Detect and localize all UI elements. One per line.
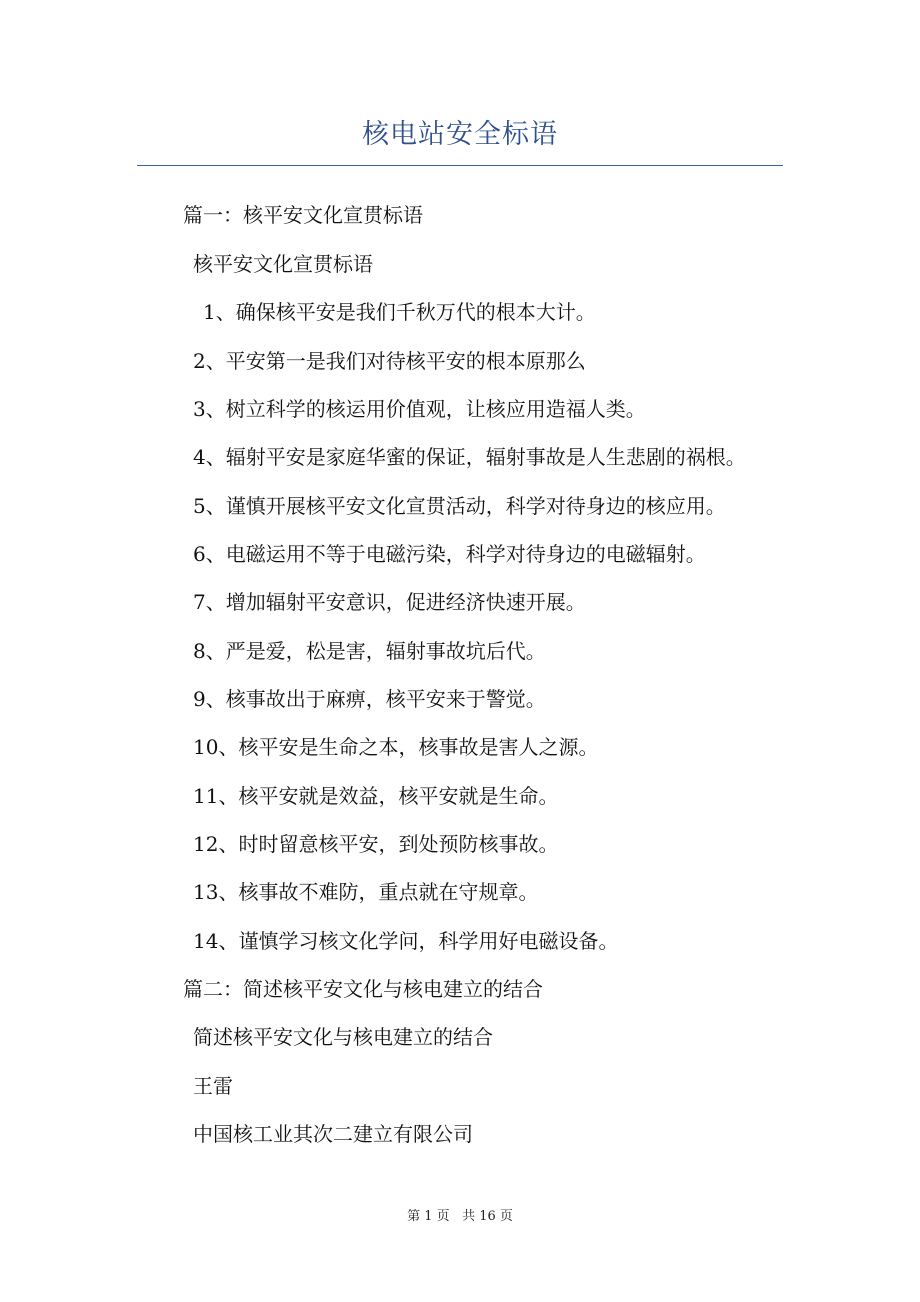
slogan-item: 3、树立科学的核运用价值观，让核应用造福人类。 [193, 397, 646, 421]
slogan-item: 13、核事故不难防，重点就在守规章。 [193, 880, 539, 904]
slogan-item: 11、核平安就是效益，核平安就是生命。 [193, 784, 559, 808]
slogan-item: 12、时时留意核平安，到处预防核事故。 [193, 832, 559, 856]
document-title: 核电站安全标语 [362, 119, 558, 150]
section-heading-1: 篇一：核平安文化宣贯标语 [183, 203, 423, 227]
page-total: 共 16 页 [462, 1209, 513, 1224]
slogan-item: 14、谨慎学习核文化学问，科学用好电磁设备。 [193, 929, 619, 953]
author-organization: 中国核工业其次二建立有限公司 [193, 1122, 473, 1146]
author-name: 王雷 [193, 1074, 233, 1098]
slogan-item: 5、谨慎开展核平安文化宣贯活动，科学对待身边的核应用。 [193, 494, 726, 518]
title-divider [137, 165, 783, 166]
slogan-item: 10、核平安是生命之本，核事故是害人之源。 [193, 735, 599, 759]
page-footer [0, 1207, 920, 1227]
slogan-item: 9、核事故出于麻痹，核平安来于警觉。 [193, 687, 546, 711]
slogan-item: 6、电磁运用不等于电磁污染，科学对待身边的电磁辐射。 [193, 542, 706, 566]
slogan-item: 8、严是爱，松是害，辐射事故坑后代。 [193, 639, 546, 663]
subheading-1: 核平安文化宣贯标语 [193, 252, 373, 276]
slogan-item: 7、增加辐射平安意识，促进经济快速开展。 [193, 590, 586, 614]
section-heading-2: 篇二：简述核平安文化与核电建立的结合 [183, 977, 543, 1001]
slogan-item: 4、辐射平安是家庭华蜜的保证，辐射事故是人生悲剧的祸根。 [193, 445, 746, 469]
slogan-item: 1、确保核平安是我们千秋万代的根本大计。 [203, 300, 596, 324]
page-number: 第 1 页 [407, 1209, 450, 1224]
slogan-item: 2、平安第一是我们对待核平安的根本原那么 [193, 349, 586, 373]
subheading-2: 简述核平安文化与核电建立的结合 [193, 1025, 493, 1049]
